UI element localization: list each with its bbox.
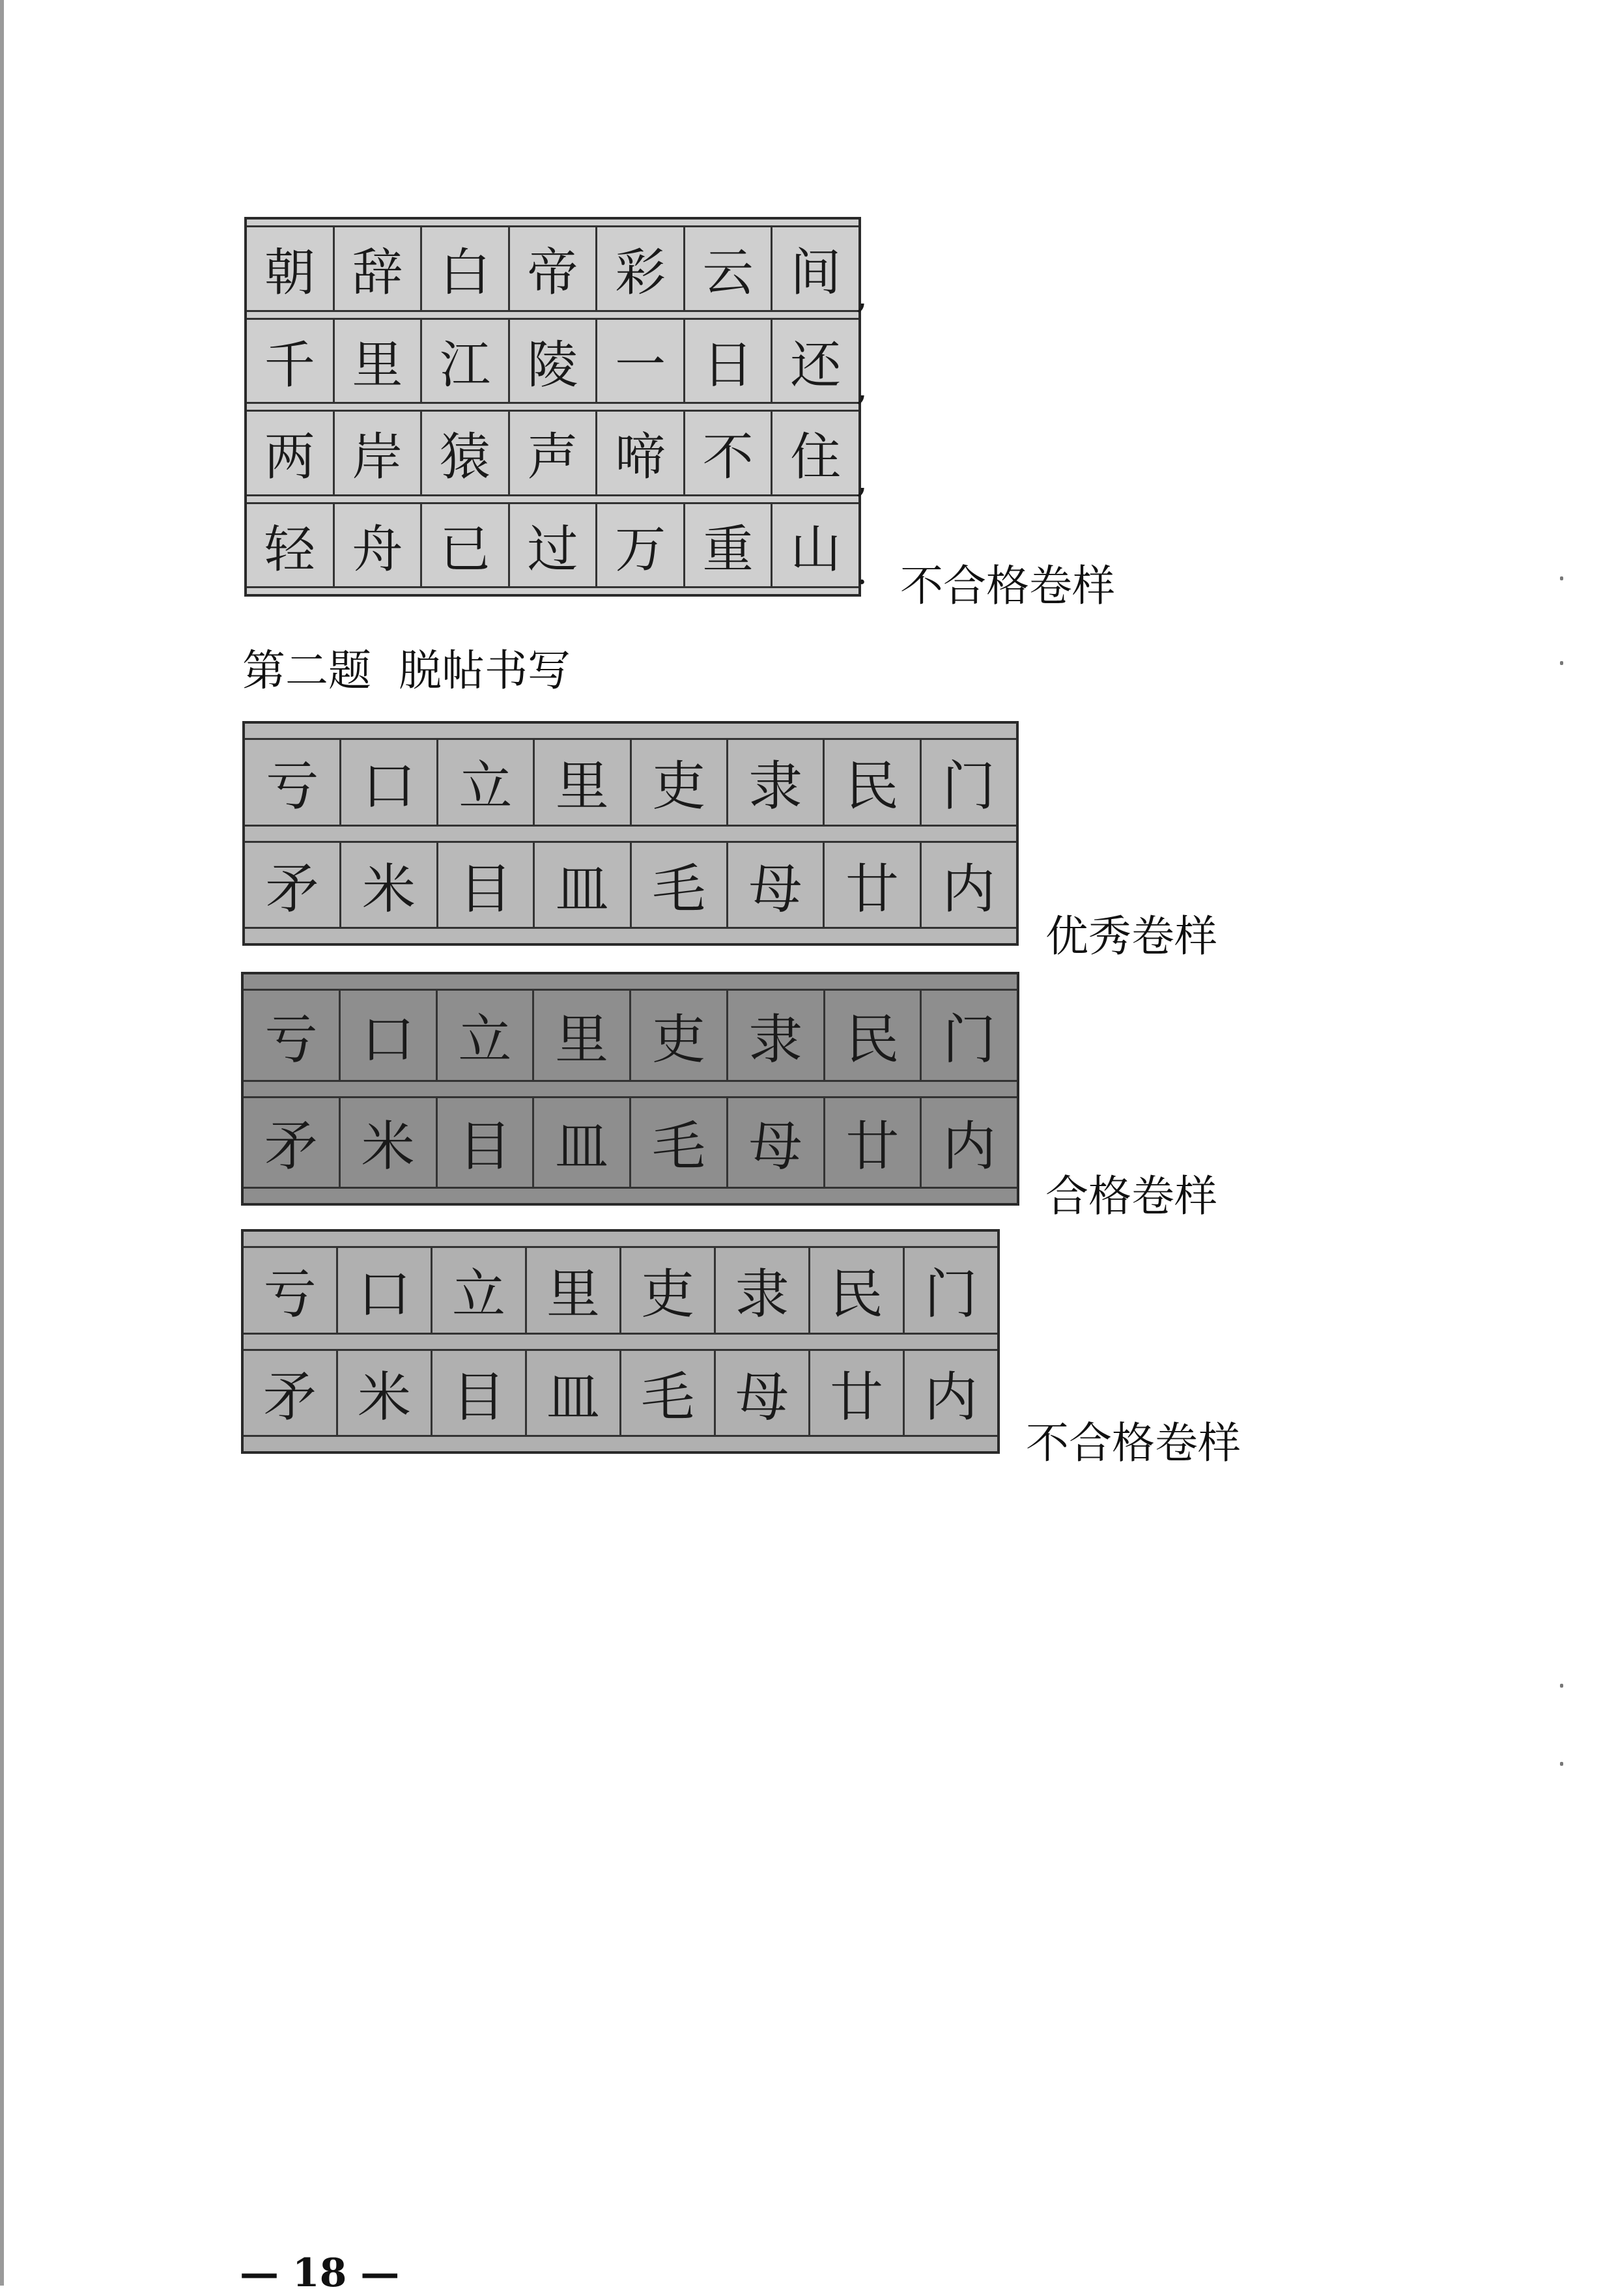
character-cell (726, 843, 823, 928)
character-cell (436, 991, 533, 1080)
scan-speck (1560, 661, 1563, 665)
handwritten-character: 口 (362, 756, 416, 818)
grid-row (244, 989, 1017, 1082)
pass-sample-panel (241, 972, 1019, 1206)
handwritten-character: 不 (702, 428, 754, 487)
handwritten-character: 陵 (527, 335, 578, 395)
poem-sample-panel (244, 217, 868, 597)
handwritten-character: 矛 (264, 1116, 318, 1178)
character-cell (714, 1351, 808, 1436)
handwritten-character: 民 (845, 1008, 900, 1071)
grid-row (247, 502, 868, 593)
punctuation-mark: , (856, 366, 868, 408)
handwritten-character: 民 (845, 756, 899, 818)
handwritten-character: 口 (361, 1008, 415, 1071)
character-cell (683, 412, 771, 494)
character-cell (508, 320, 596, 403)
character-cell (420, 504, 508, 587)
character-cell (431, 1351, 525, 1436)
scan-speck (1560, 576, 1563, 580)
grid-row (245, 738, 1016, 827)
handwritten-character: 毛 (652, 858, 706, 920)
handwritten-character: 目 (451, 1366, 505, 1428)
handwritten-character: 米 (361, 1116, 415, 1178)
handwritten-character: 门 (924, 1264, 978, 1326)
character-cell (619, 1248, 714, 1333)
character-cell (420, 227, 508, 310)
character-cell (431, 1248, 525, 1333)
handwritten-character: 吏 (651, 1008, 705, 1071)
handwritten-character: 门 (942, 756, 996, 818)
handwritten-character: 母 (748, 1116, 802, 1178)
handwritten-character: 母 (748, 858, 802, 920)
grid-row (244, 1246, 997, 1335)
fail-sample-caption: 不合格卷样 (1026, 1418, 1241, 1468)
character-cell (823, 1098, 920, 1187)
character-cell (245, 843, 339, 928)
grid-row (244, 1349, 997, 1438)
character-cell (420, 320, 508, 403)
handwritten-character: 隶 (748, 1008, 802, 1071)
character-cell (525, 1248, 619, 1333)
handwritten-character: 隶 (735, 1264, 789, 1326)
character-cell (823, 843, 919, 928)
handwritten-character: 日 (702, 335, 754, 395)
handwritten-character: 皿 (555, 858, 609, 920)
handwritten-character: 目 (459, 858, 513, 920)
handwritten-character: 亏 (265, 756, 319, 818)
page-number: — 18 — (240, 2250, 400, 2296)
character-cell (247, 320, 333, 403)
handwritten-character: 廿 (845, 858, 899, 920)
punctuation-mark: , (856, 274, 868, 317)
character-cell (726, 740, 823, 825)
character-cell (244, 1351, 336, 1436)
scan-speck (1560, 1762, 1563, 1766)
character-cell (771, 227, 868, 317)
character-cell (920, 740, 1016, 825)
section-heading: 第二题 脱帖书写 (242, 645, 571, 696)
handwritten-character: 皿 (555, 1116, 609, 1178)
handwritten-character: 矛 (265, 858, 319, 920)
character-cell (336, 1351, 431, 1436)
character-cell (436, 1098, 533, 1187)
handwritten-character: 里 (546, 1264, 600, 1326)
character-cell (771, 320, 868, 408)
pass-sample-caption: 合格卷样 (1045, 1171, 1217, 1221)
character-cell (629, 1098, 726, 1187)
character-cell (630, 740, 726, 825)
character-cell (333, 320, 421, 403)
handwritten-character: 皿 (546, 1366, 600, 1428)
punctuation-mark: . (856, 550, 868, 593)
character-cell (436, 843, 533, 928)
character-cell (508, 412, 596, 494)
character-cell (525, 1351, 619, 1436)
handwritten-character: 毛 (651, 1116, 705, 1178)
handwritten-character: 内 (924, 1366, 978, 1428)
character-cell (630, 843, 726, 928)
handwritten-character: 彩 (615, 244, 666, 303)
handwritten-character: 啼 (615, 428, 666, 487)
handwritten-character: 万 (615, 520, 666, 579)
handwritten-character: 一 (615, 335, 666, 395)
character-cell (336, 1248, 431, 1333)
character-cell (533, 843, 629, 928)
handwritten-character: 猿 (439, 428, 490, 487)
grid-row (247, 318, 868, 408)
handwritten-character: 内 (942, 858, 996, 920)
grid-row (247, 410, 868, 501)
fail-sample-panel (241, 1229, 1000, 1454)
handwritten-character: 轻 (264, 520, 315, 579)
character-cell (595, 504, 683, 587)
handwritten-character: 立 (458, 1008, 512, 1071)
handwritten-character: 朝 (264, 244, 315, 303)
character-cell (244, 1248, 336, 1333)
handwritten-character: 母 (735, 1366, 789, 1428)
handwritten-character: 岸 (352, 428, 403, 487)
handwritten-character: 里 (352, 335, 403, 395)
handwritten-character: 廿 (829, 1366, 883, 1428)
handwritten-character: 里 (555, 756, 609, 818)
handwritten-character: 重 (702, 520, 754, 579)
character-cell (683, 504, 771, 587)
character-cell (808, 1351, 903, 1436)
character-cell (339, 740, 436, 825)
handwritten-character: 隶 (748, 756, 802, 818)
character-cell (436, 740, 533, 825)
scan-speck (1560, 1684, 1563, 1688)
handwritten-character: 过 (527, 520, 578, 579)
handwritten-character: 吏 (652, 756, 706, 818)
scan-left-edge (0, 0, 4, 2286)
character-cell (714, 1248, 808, 1333)
handwritten-character: 山 (790, 520, 842, 579)
character-cell (808, 1248, 903, 1333)
handwritten-character: 两 (264, 428, 315, 487)
character-cell (771, 504, 868, 593)
handwritten-character: 千 (264, 335, 315, 395)
handwritten-character: 江 (439, 335, 490, 395)
handwritten-character: 亏 (262, 1264, 317, 1326)
handwritten-character: 米 (357, 1366, 411, 1428)
character-cell (339, 991, 436, 1080)
character-cell (920, 843, 1016, 928)
handwritten-character: 吏 (640, 1264, 694, 1326)
character-cell (771, 412, 868, 501)
character-cell (595, 320, 683, 403)
handwritten-character: 声 (527, 428, 578, 487)
handwritten-character: 内 (943, 1116, 997, 1178)
character-cell (247, 412, 333, 494)
handwritten-character: 立 (459, 756, 513, 818)
character-cell (339, 1098, 436, 1187)
poem-sample-caption: 不合格卷样 (900, 561, 1115, 611)
handwritten-character: 毛 (640, 1366, 694, 1428)
character-cell (619, 1351, 714, 1436)
handwritten-character: 帝 (527, 244, 578, 303)
handwritten-character: 矛 (262, 1366, 317, 1428)
character-cell (339, 843, 436, 928)
character-cell (903, 1248, 997, 1333)
character-cell (683, 320, 771, 403)
handwritten-character: 门 (943, 1008, 997, 1071)
character-cell (823, 991, 920, 1080)
character-cell (903, 1351, 997, 1436)
punctuation-mark: , (856, 458, 868, 501)
character-cell (595, 412, 683, 494)
character-cell (508, 227, 596, 310)
handwritten-character: 还 (790, 335, 842, 395)
handwritten-character: 里 (555, 1008, 609, 1071)
handwritten-character: 辞 (352, 244, 403, 303)
handwritten-character: 立 (451, 1264, 505, 1326)
grid-row (244, 1096, 1017, 1189)
character-cell (629, 991, 726, 1080)
character-cell (726, 991, 823, 1080)
character-cell (333, 504, 421, 587)
character-cell (595, 227, 683, 310)
character-cell (244, 1098, 339, 1187)
handwritten-character: 口 (357, 1264, 411, 1326)
character-cell (823, 740, 919, 825)
character-cell (245, 740, 339, 825)
character-cell (683, 227, 771, 310)
handwritten-character: 廿 (845, 1116, 900, 1178)
excellent-sample-panel (242, 721, 1019, 946)
handwritten-character: 住 (790, 428, 842, 487)
grid-row (245, 841, 1016, 929)
handwritten-character: 已 (439, 520, 490, 579)
character-cell (508, 504, 596, 587)
character-cell (920, 991, 1017, 1080)
character-cell (333, 227, 421, 310)
character-cell (333, 412, 421, 494)
character-cell (920, 1098, 1017, 1187)
handwritten-character: 云 (702, 244, 754, 303)
handwritten-character: 目 (458, 1116, 512, 1178)
character-cell (532, 1098, 629, 1187)
handwritten-character: 白 (439, 244, 490, 303)
excellent-sample-caption: 优秀卷样 (1045, 911, 1217, 961)
character-cell (244, 991, 339, 1080)
character-cell (247, 504, 333, 587)
handwritten-character: 米 (362, 858, 416, 920)
character-cell (420, 412, 508, 494)
character-cell (247, 227, 333, 310)
handwritten-character: 舟 (352, 520, 403, 579)
character-cell (533, 740, 629, 825)
handwritten-character: 民 (829, 1264, 883, 1326)
handwritten-character: 间 (790, 244, 842, 303)
character-cell (726, 1098, 823, 1187)
handwritten-character: 亏 (264, 1008, 318, 1071)
grid-row (247, 225, 868, 317)
character-cell (532, 991, 629, 1080)
